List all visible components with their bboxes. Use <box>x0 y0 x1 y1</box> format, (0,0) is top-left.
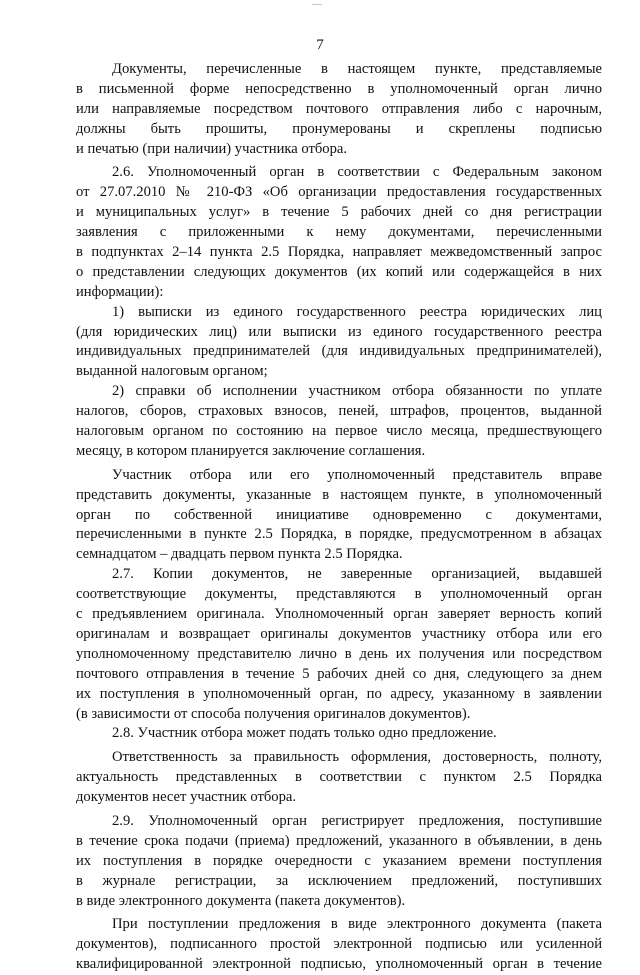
text-line: в письменной форме непосредственно в уполномоченный орган лично <box>76 80 602 97</box>
text-line: или направляемые посредством почтового отправления либо с нарочным, <box>76 100 602 117</box>
text-line: 2.6. Уполномоченный орган в соответствии с Федеральным законом <box>112 164 602 181</box>
document-body <box>76 60 602 975</box>
text-line: налоговым органом по состоянию на первое число месяца, предшествующего <box>76 423 602 440</box>
text-line: в подпунктах 2–14 пункта 2.5 Порядка, направляет межведомственный запрос <box>76 244 602 261</box>
text-line: в журнале регистрации, за исключением предложений, поступивших <box>76 872 602 889</box>
page-number: 7 <box>316 37 324 53</box>
text-line: документов), подписанного простой электронной подписью или усиленной <box>76 936 602 953</box>
text-line: должны быть прошиты, пронумерованы и скреплены подписью <box>76 120 602 137</box>
text-line: и печатью (при наличии) участника отбора. <box>76 140 348 157</box>
text-line: оригиналам и возвращает оригиналы документов участнику отбора или его <box>76 625 602 642</box>
text-line: документов несет участник отбора. <box>76 789 297 806</box>
text-line: (в зависимости от способа получения оригиналов документов). <box>76 705 471 722</box>
text-line: 2.7. Копии документов, не заверенные организацией, выдавшей <box>112 566 602 583</box>
scan-mark <box>312 4 322 5</box>
text-line: 2.8. Участник отбора может подать только одно предложение. <box>112 725 497 742</box>
text-line: в виде электронного документа (пакета документов). <box>76 892 406 909</box>
text-line: 2) справки об исполнении участником отбора обязанности по уплате <box>112 383 602 400</box>
text-line: заявления с приложенными к нему документами, перечисленными <box>76 224 602 241</box>
text-line: почтового отправления в течение 5 рабочих дней со дня, следующего за днем <box>76 665 602 682</box>
text-line: 1) выписки из единого государственного реестра юридических лиц <box>112 303 602 320</box>
text-line: о представлении следующих документов (их копий или содержащейся в них <box>76 263 602 280</box>
text-line: информации): <box>76 283 164 300</box>
text-line: соответствующие документы, представляются в уполномоченный орган <box>76 586 602 603</box>
text-line: представить документы, указанные в настоящем пункте, в уполномоченный <box>76 486 602 503</box>
text-line: месяцу, в котором планируется заключение соглашения. <box>76 442 426 459</box>
text-line: Документы, перечисленные в настоящем пункте, представляемые <box>112 61 602 77</box>
text-line: орган по собственной инициативе одновременно с документами, <box>76 506 602 523</box>
text-line: При поступлении предложения в виде электронного документа (пакета <box>112 916 602 933</box>
text-line: от 27.07.2010 № 210-ФЗ «Об организации предоставления государственных <box>76 184 602 201</box>
text-line: выданной налоговым органом; <box>76 363 268 380</box>
text-line: уполномоченному представителю лично в день их получения или посредством <box>76 645 602 662</box>
text-line: 2.9. Уполномоченный орган регистрирует предложения, поступившие <box>112 812 602 829</box>
text-line: индивидуальных предпринимателей (для индивидуальных предпринимателей), <box>76 343 602 360</box>
text-line: их поступления в уполномоченный орган, по адресу, указанному в заявлении <box>76 685 602 702</box>
text-line: с предъявлением оригинала. Уполномоченный орган заверяет верность копий <box>76 606 602 623</box>
text-line: перечисленными в пункте 2.5 Порядка, в порядке, предусмотренном в абзацах <box>76 526 602 543</box>
text-line: актуальность представленных в соответствии с пунктом 2.5 Порядка <box>76 769 602 786</box>
text-line: налогов, сборов, страховых взносов, пеней, штрафов, процентов, выданной <box>76 403 602 420</box>
text-line: Ответственность за правильность оформления, достоверность, полноту, <box>112 749 602 766</box>
text-line: Участник отбора или его уполномоченный представитель вправе <box>112 466 602 483</box>
text-line: и муниципальных услуг» в течение 5 рабочих дней со дня регистрации <box>76 204 602 221</box>
text-line: их поступления в порядке очередности с указанием времени поступления <box>76 852 602 869</box>
text-line: в течение срока подачи (приема) предложений, указанного в объявлении, в день <box>76 832 602 849</box>
text-line: семнадцатом – двадцать первом пункта 2.5 Порядка. <box>76 546 403 563</box>
text-line: (для юридических лиц) или выписки из единого государственного реестра <box>76 323 602 340</box>
text-line: квалифицированной электронной подписью, уполномоченный орган в течение <box>76 956 602 973</box>
